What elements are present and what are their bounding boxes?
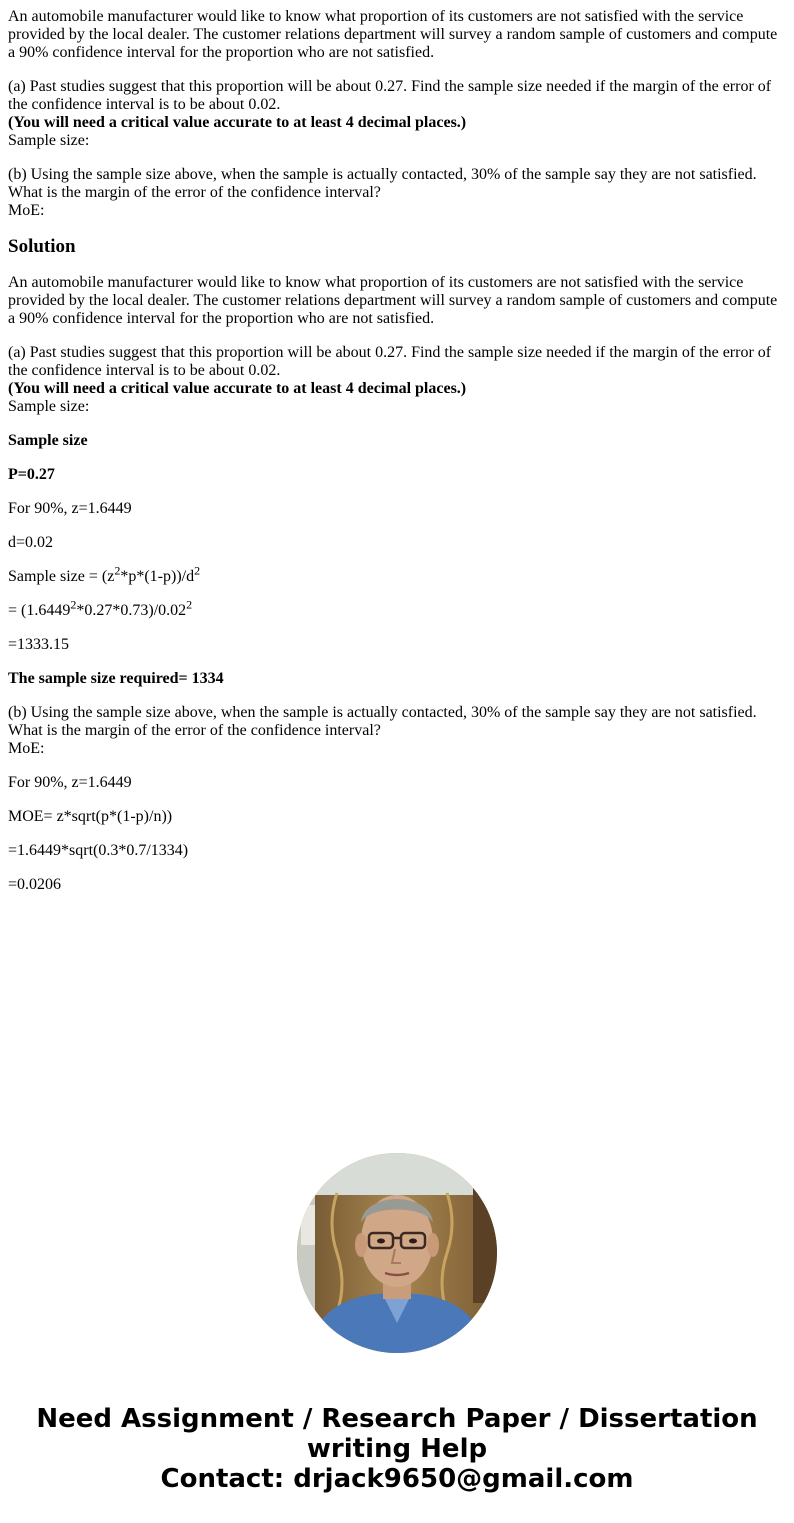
question-part-a-note: (You will need a critical value accurate to at least 4 decimal places.) <box>8 114 467 131</box>
sample-size-substitution <box>8 597 786 620</box>
moe-substitution: =1.6449*sqrt(0.3*0.7/1334) <box>8 842 189 859</box>
formula-part: Sample size = (z <box>8 568 115 585</box>
question-part-b-text: (b) Using the sample size above, when the sample is actually contacted, 30% of the sample say they are not satisfied. What is the margin of the error of the confidence interval? <box>8 166 757 201</box>
solution-heading: Solution <box>8 236 76 257</box>
formula-part: *0.27*0.73)/0.02 <box>76 602 187 619</box>
exponent: 2 <box>194 563 201 578</box>
footer-contact: Contact: drjack9650@gmail.com <box>160 1464 634 1494</box>
solution-part-a-note: (You will need a critical value accurate to at least 4 decimal places.) <box>8 380 467 397</box>
sample-size-heading: Sample size <box>8 432 88 449</box>
question-sample-size-label: Sample size: <box>8 132 90 149</box>
exponent: 2 <box>186 597 193 612</box>
moe-result: =0.0206 <box>8 876 62 893</box>
sample-size-result: =1333.15 <box>8 636 70 653</box>
promo-footer <box>0 1404 794 1494</box>
solution-sample-size-label: Sample size: <box>8 398 90 415</box>
solution-intro: An automobile manufacturer would like to know what proportion of its customers are not satisfied with the service provided by the local dealer. The customer relations department will survey a random sample of customers and compute a 90% confidence interval for the proportion who are not satisfied. <box>8 274 778 327</box>
question-part-a <box>8 78 786 150</box>
solution-moe-label: MoE: <box>8 740 45 757</box>
question-intro: An automobile manufacturer would like to know what proportion of its customers are not satisfied with the service provided by the local dealer. The customer relations department will survey a random sample of customers and compute a 90% confidence interval for the proportion who are not satisfied. <box>8 8 778 61</box>
exponent: 2 <box>114 563 121 578</box>
sample-size-formula <box>8 563 786 586</box>
question-part-b <box>8 166 786 220</box>
solution-part-a <box>8 344 786 416</box>
z-value-line: For 90%, z=1.6449 <box>8 500 132 517</box>
avatar <box>297 1153 497 1353</box>
solution-part-b-text: (b) Using the sample size above, when the sample is actually contacted, 30% of the sample say they are not satisfied. What is the margin of the error of the confidence interval? <box>8 704 757 739</box>
z-value-line-b: For 90%, z=1.6449 <box>8 774 132 791</box>
exponent: 2 <box>70 597 77 612</box>
avatar-portrait-image <box>297 1153 497 1353</box>
question-part-a-text: (a) Past studies suggest that this proportion will be about 0.27. Find the sample size needed if the margin of the error of the confidence interval is to be about 0.02. <box>8 78 772 113</box>
formula-part: *p*(1-p))/d <box>120 568 195 585</box>
sample-size-answer: The sample size required= 1334 <box>8 670 224 687</box>
footer-line-2: writing Help <box>306 1434 488 1464</box>
formula-part: = (1.6449 <box>8 602 71 619</box>
footer-line-1: Need Assignment / Research Paper / Dissertation <box>36 1404 758 1434</box>
solution-part-a-text: (a) Past studies suggest that this proportion will be about 0.27. Find the sample size needed if the margin of the error of the confidence interval is to be about 0.02. <box>8 344 772 379</box>
d-value-line: d=0.02 <box>8 534 54 551</box>
moe-formula: MOE= z*sqrt(p*(1-p)/n)) <box>8 808 173 825</box>
document-body <box>8 8 786 910</box>
p-value: P=0.27 <box>8 466 55 483</box>
solution-part-b <box>8 704 786 758</box>
question-moe-label: MoE: <box>8 202 45 219</box>
